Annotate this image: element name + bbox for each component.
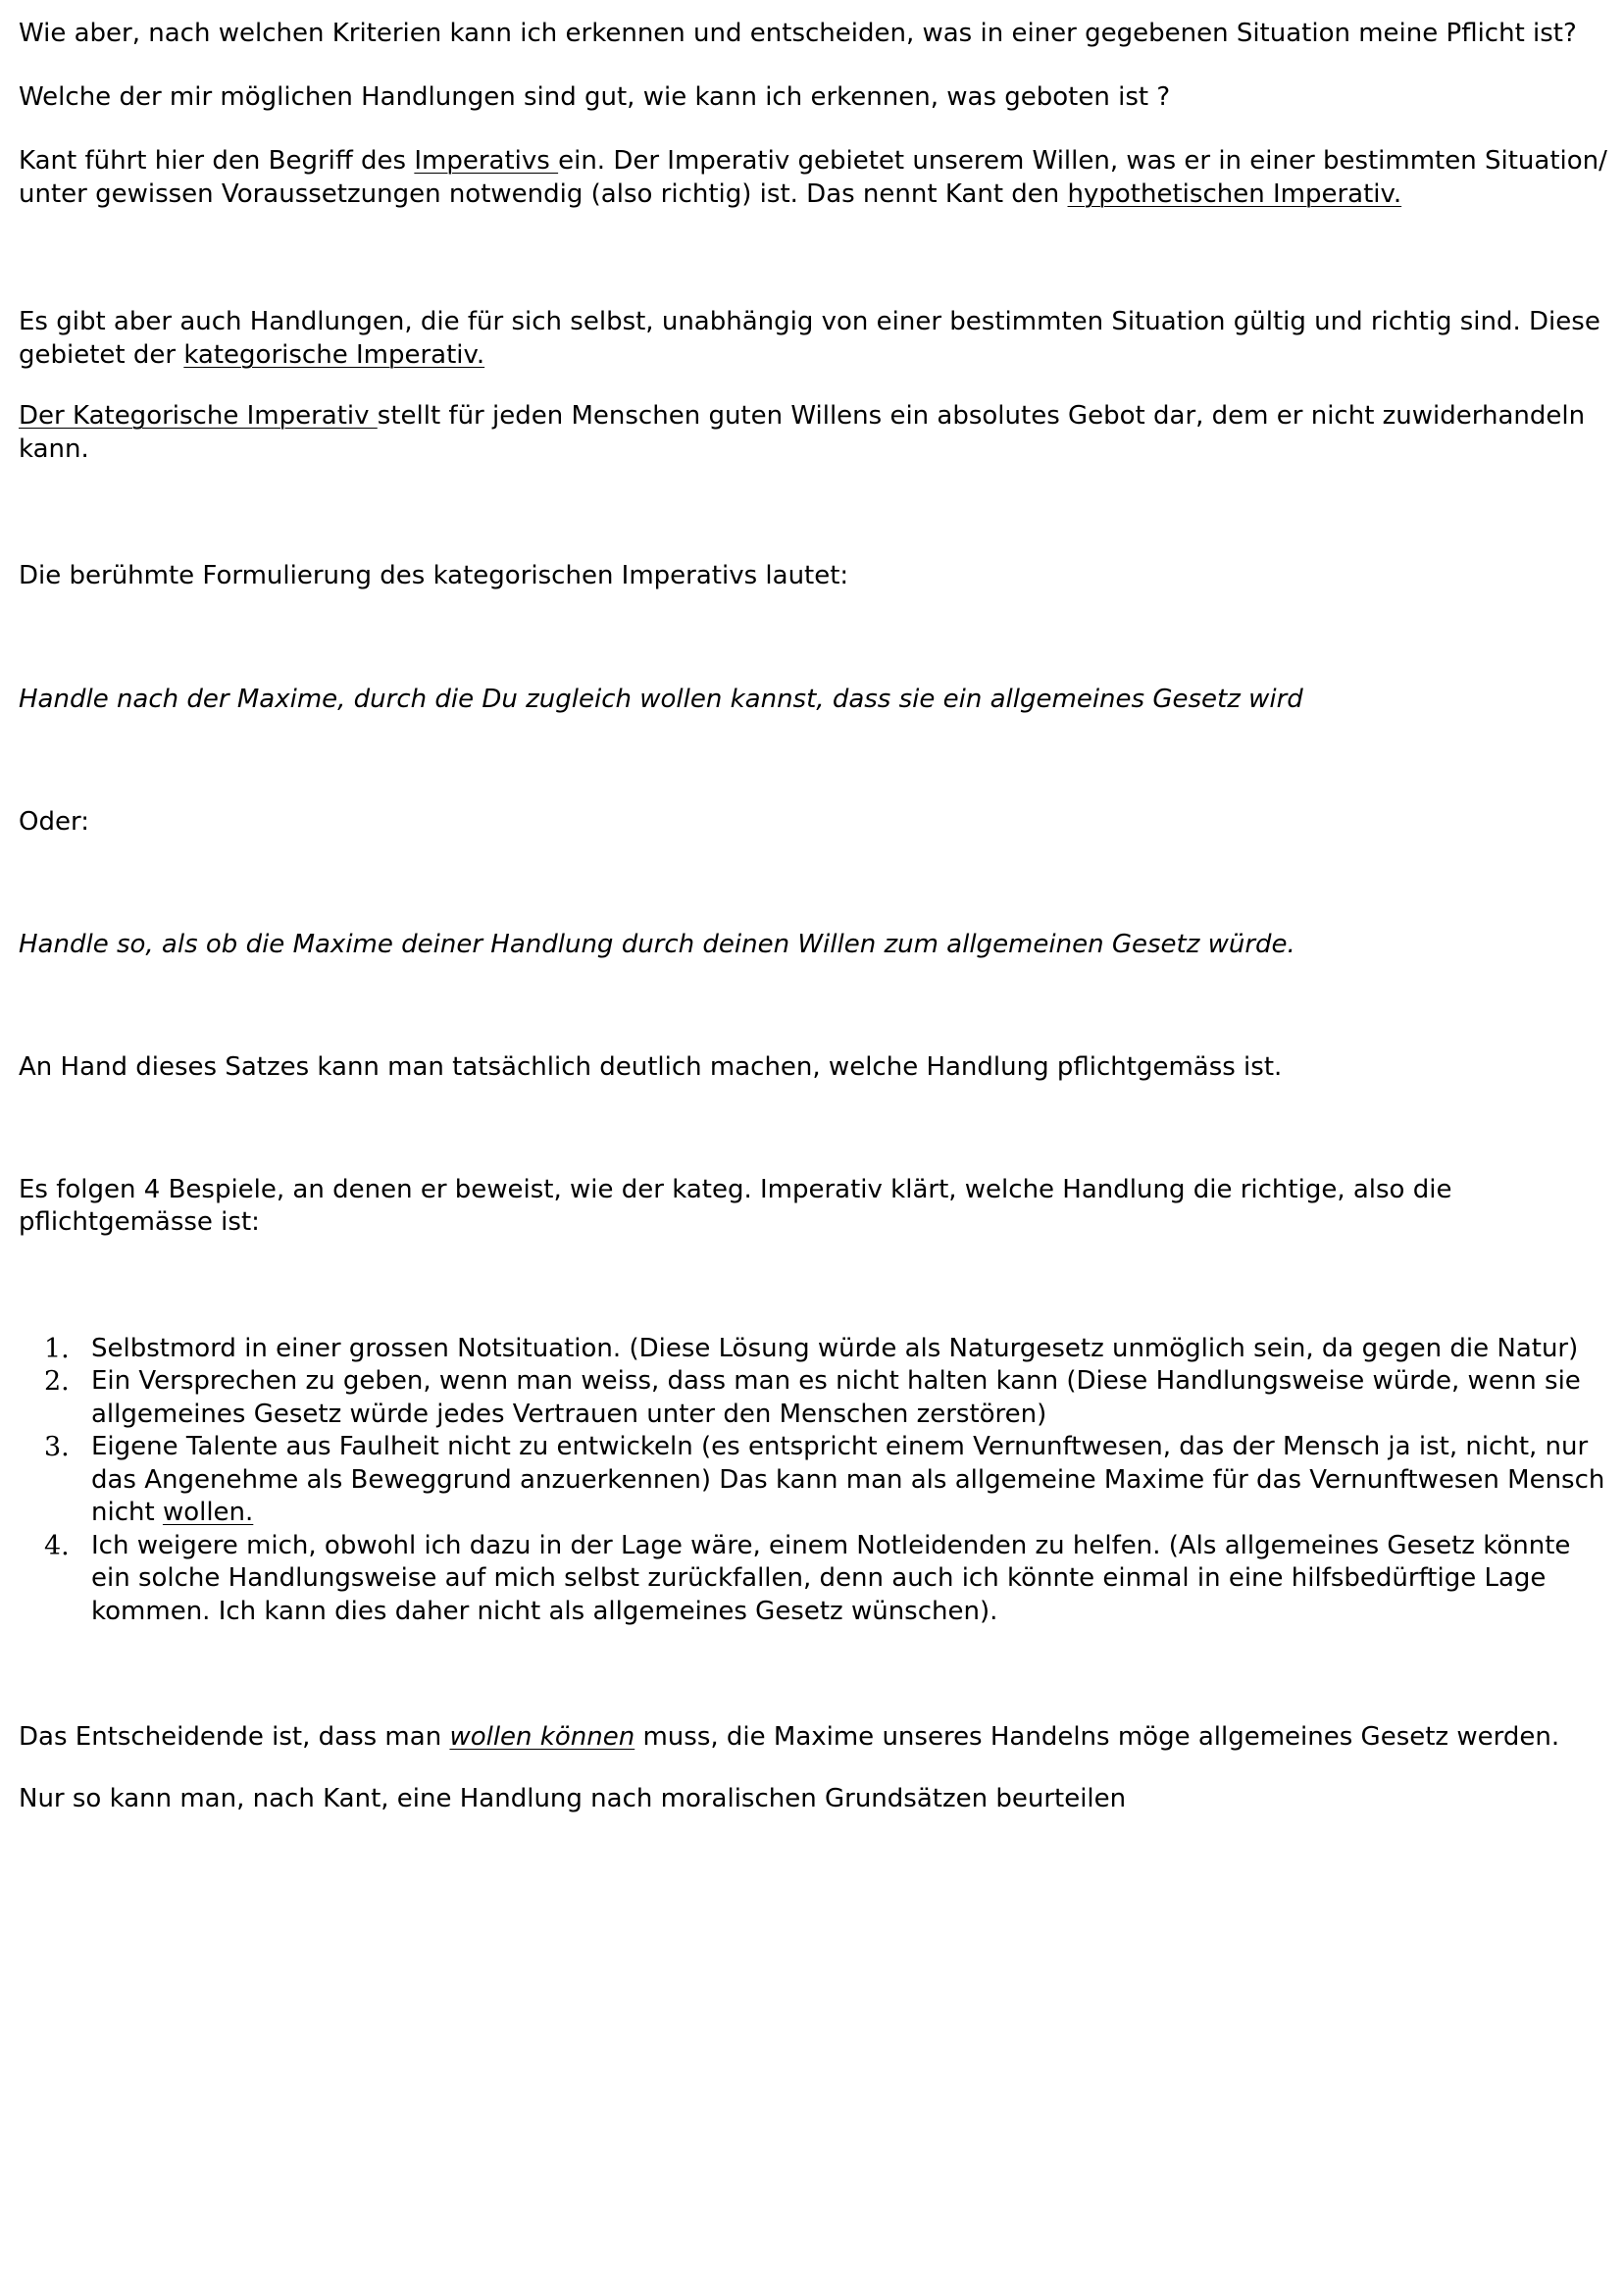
term-hypothetischer-imperativ: hypothetischen Imperativ.: [1067, 178, 1402, 209]
paragraph-entscheidende: [19, 1721, 1612, 1755]
text-run: Kant führt hier den Begriff des: [19, 146, 415, 176]
paragraph-kategorisch-intro: [19, 306, 1612, 372]
emphasis-wollen-koennen: wollen können: [449, 1722, 635, 1752]
text-run: Es gibt aber auch Handlungen, die für sich selbst, unabhängig von einer bestimmten Situation gültig und richtig sind. Diese gebietet der: [19, 307, 1600, 370]
paragraph-pflicht-question: Wie aber, nach welchen Kriterien kann ich erkennen und entscheiden, was in einer gegebenen Situation meine Pflicht ist?: [19, 19, 1577, 48]
list-number: 2.: [44, 1366, 70, 1397]
list-item-text: Ein Versprechen zu geben, wenn man weiss, dass man es nicht halten kann (Diese Handlungsweise würde, wenn sie allgemeines Gesetz würde jedes Vertrauen unter den Menschen zerstören): [91, 1366, 1581, 1429]
paragraph-gut-question: Welche der mir möglichen Handlungen sind gut, wie kann ich erkennen, was geboten ist ?: [19, 81, 1171, 112]
term-kategorischer-imperativ: kategorische Imperativ.: [183, 339, 485, 370]
list-item: [19, 1431, 1612, 1530]
quote-formulation-2: Handle so, als ob die Maxime deiner Handlung durch deinen Willen zum allgemeinen Gesetz würde.: [19, 929, 1295, 959]
examples-list: [19, 1333, 1612, 1629]
list-number: 3.: [44, 1432, 70, 1462]
paragraph-beispiele-intro: Es folgen 4 Bespiele, an denen er beweist, wie der kateg. Imperativ klärt, welche Handlung die richtige, also die pflichtgemässe ist:: [19, 1174, 1452, 1237]
list-item: [19, 1365, 1612, 1431]
term-imperativs: Imperativs: [414, 146, 559, 176]
list-item: [19, 1530, 1612, 1629]
paragraph-kategorisch-gebot: [19, 400, 1612, 466]
list-item-text: Eigene Talente aus Faulheit nicht zu entwickeln (es entspricht einem Vernunftwesen, das der Mensch ja ist, nicht, nur das Angenehme als Beweggrund anzuerkennen) Das kann man als allgemeine Maxime für das Vernunftwesen Mensch nicht: [91, 1432, 1605, 1527]
emphasis-wollen: wollen.: [162, 1498, 254, 1527]
paragraph-oder: Oder:: [19, 807, 89, 837]
document-page: [19, 18, 1612, 1815]
paragraph-pflichtgemaess: An Hand dieses Satzes kann man tatsächlich deutlich machen, welche Handlung pflichtgemäss ist.: [19, 1052, 1283, 1082]
paragraph-imperativ-intro: [19, 145, 1612, 211]
text-run: ein. Der Imperativ gebietet unserem Willen, was er in einer bestimmten Situation/ unter gewissen Voraussetzungen notwendig (also richtig) ist. Das nennt Kant den: [19, 146, 1607, 209]
list-item: [19, 1333, 1612, 1366]
list-number: 1.: [44, 1333, 70, 1364]
list-item-text: Ich weigere mich, obwohl ich dazu in der Lage wäre, einem Notleidenden zu helfen. (Als allgemeines Gesetz könnte ein solche Handlungsweise auf mich selbst zurückfallen, denn auch ich könnte einmal in eine hilfsbedürftige Lage kommen. Ich kann dies daher nicht als allgemeines Gesetz wünschen).: [91, 1530, 1571, 1626]
term-der-kategorische-imperativ: Der Kategorische Imperativ: [19, 401, 378, 431]
paragraph-formulierung: Die berühmte Formulierung des kategorischen Imperativs lautet:: [19, 561, 849, 590]
text-run: Das Entscheidende ist, dass man: [19, 1722, 450, 1752]
text-run: stellt für jeden Menschen guten Willens ein absolutes Gebot dar, dem er nicht zuwiderhandeln kann.: [19, 401, 1586, 464]
list-number: 4.: [44, 1530, 70, 1561]
list-item-text: Selbstmord in einer grossen Notsituation. (Diese Lösung würde als Naturgesetz unmöglich sein, da gegen die Natur): [91, 1333, 1579, 1363]
text-run: muss, die Maxime unseres Handelns möge allgemeines Gesetz werden.: [634, 1722, 1560, 1752]
paragraph-conclusion: Nur so kann man, nach Kant, eine Handlung nach moralischen Grundsätzen beurteilen: [19, 1783, 1127, 1813]
quote-formulation-1: Handle nach der Maxime, durch die Du zugleich wollen kannst, dass sie ein allgemeines Gesetz wird: [19, 684, 1303, 714]
